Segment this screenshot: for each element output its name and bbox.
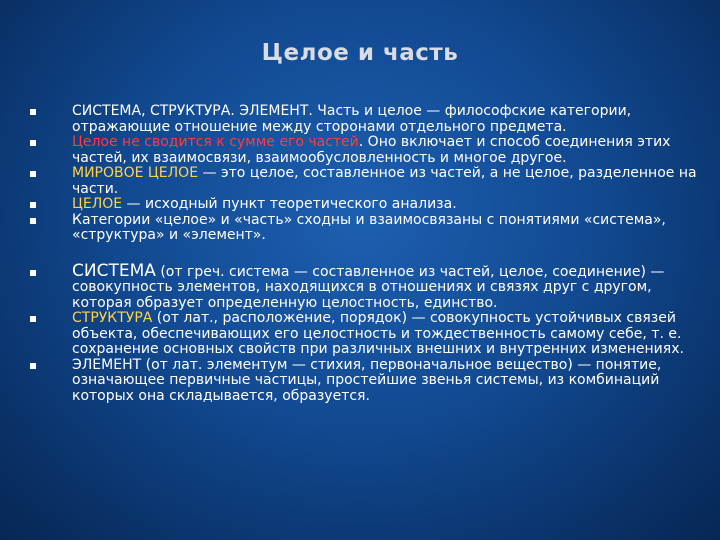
square-bullet-icon — [30, 270, 36, 276]
square-bullet-icon — [30, 316, 36, 322]
item-text: Категории «целое» и «часть» сходны и взаимосвязаны с понятиями «система», «структура» и «элемент». — [72, 211, 666, 243]
item-text: . Оно включает и способ соединения этих частей, их взаимосвязи, взаимообусловленность и многое другое. — [72, 134, 671, 166]
slide-title: Целое и часть — [261, 40, 459, 66]
list-item — [30, 213, 702, 244]
bullet-list — [30, 104, 702, 404]
square-bullet-icon — [30, 171, 36, 177]
list-item — [30, 260, 702, 312]
square-bullet-icon — [30, 218, 36, 224]
item-text: (от греч. система — составленное из частей, целое, соединение) — совокупность элементов, находящихся в отношениях и связях друг с другом, которая образует определенную целостность, единство. — [72, 263, 665, 311]
item-text: — это целое, составленное из частей, а не целое, разделенное на части. — [72, 165, 697, 197]
list-item — [30, 197, 702, 213]
square-bullet-icon — [30, 140, 36, 146]
item-lead: Целое не сводится к сумме его частей — [72, 134, 359, 150]
list-item — [30, 135, 702, 166]
item-text: (от лат., расположение, порядок) — совокупность устойчивых связей объекта, обеспечивающих его целостность и тождественность самому себе, т. е. сохранение основных свойств при различных внешних и внутренних изменениях. — [72, 310, 684, 357]
list-item — [30, 104, 702, 135]
item-lead: СИСТЕМА — [72, 260, 156, 281]
item-text: Часть и целое — философские категории, отражающие отношение между сторонами отдельного предмета. — [72, 103, 632, 135]
item-lead: СТРУКТУРА — [72, 310, 153, 326]
item-text: (от лат. элементум — стихия, первоначальное вещество) — понятие, означающее первичные частицы, простейшие звенья системы, из комбинаций которых она складывается, образуется. — [72, 356, 662, 404]
square-bullet-icon — [30, 363, 36, 369]
item-lead: ЦЕЛОЕ — [72, 196, 123, 212]
list-item — [30, 358, 702, 405]
item-lead: СИСТЕМА, СТРУКТУРА. ЭЛЕМЕНТ. — [72, 103, 313, 119]
item-lead: МИРОВОЕ ЦЕЛОЕ — [72, 165, 199, 181]
square-bullet-icon — [30, 109, 36, 115]
list-item — [30, 311, 702, 358]
list-item — [30, 166, 702, 197]
item-lead: ЭЛЕМЕНТ — [72, 356, 142, 373]
item-text: — исходный пункт теоретического анализа. — [122, 196, 457, 212]
square-bullet-icon — [30, 202, 36, 208]
